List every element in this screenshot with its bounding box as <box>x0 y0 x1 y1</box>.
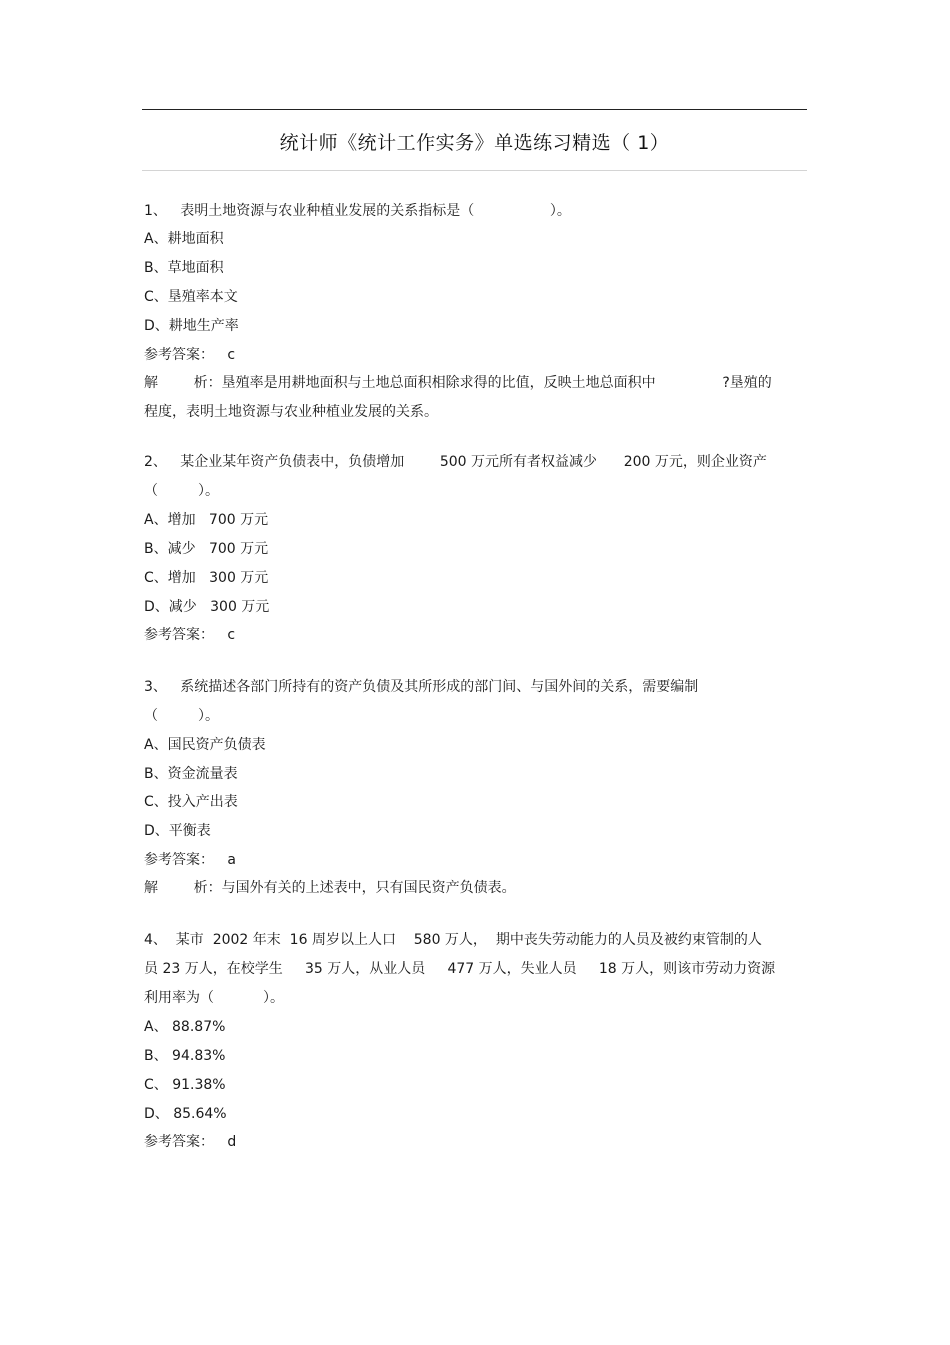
question-3-analysis: 解 析：与国外有关的上述表中，只有国民资产负债表。 <box>144 880 516 896</box>
question-1-option-d: D、耕地生产率 <box>144 318 239 334</box>
question-3-stem-line-2: （ ）。 <box>144 708 220 724</box>
question-3-option-c: C、投入产出表 <box>144 794 238 810</box>
question-4-stem-line-2: 员 23 万人，在校学生 35 万人，从业人员 477 万人，失业人员 18 万人，则该市劳动力资源 <box>144 961 776 977</box>
question-2-option-d: D、减少 300 万元 <box>144 599 270 615</box>
title-underline <box>142 170 807 171</box>
question-1-analysis-line-1: 解 析：垦殖率是用耕地面积与土地总面积相除求得的比值，反映土地总面积中 ?垦殖的 <box>144 375 772 391</box>
top-rule <box>142 109 807 110</box>
page-title: 统计师《统计工作实务》单选练习精选（ 1） <box>279 132 670 154</box>
question-3-stem-line-1: 3、 系统描述各部门所持有的资产负债及其所形成的部门间、与国外间的关系，需要编制 <box>144 679 699 695</box>
question-1-stem: 1、 表明土地资源与农业种植业发展的关系指标是（ ）。 <box>144 203 571 219</box>
question-2-stem-line-1: 2、 某企业某年资产负债表中，负债增加 500 万元所有者权益减少 200 万元，则企业资产 <box>144 454 767 470</box>
question-3-option-a: A、国民资产负债表 <box>144 737 266 753</box>
question-2-option-b: B、减少 700 万元 <box>144 541 269 557</box>
question-3-option-d: D、平衡表 <box>144 823 211 839</box>
question-2-option-c: C、增加 300 万元 <box>144 570 269 586</box>
question-4-option-a: A、 88.87% <box>144 1019 226 1035</box>
question-4-option-c: C、 91.38% <box>144 1077 226 1093</box>
question-1-answer: 参考答案： c <box>144 347 236 363</box>
question-3-option-b: B、资金流量表 <box>144 766 238 782</box>
question-4-stem-line-1: 4、 某市 2002 年末 16 周岁以上人口 580 万人， 期中丧失劳动能力的人员及被约束管制的人 <box>144 932 762 948</box>
question-3-answer: 参考答案： a <box>144 852 236 868</box>
question-2-option-a: A、增加 700 万元 <box>144 512 269 528</box>
question-4-option-d: D、 85.64% <box>144 1106 227 1122</box>
question-1-option-a: A、耕地面积 <box>144 231 224 247</box>
question-1-option-b: B、草地面积 <box>144 260 224 276</box>
question-1-analysis-line-2: 程度，表明土地资源与农业种植业发展的关系。 <box>144 404 438 420</box>
question-4-stem-line-3: 利用率为（ ）。 <box>144 990 284 1006</box>
question-2-answer: 参考答案： c <box>144 627 236 643</box>
question-4-answer: 参考答案： d <box>144 1134 237 1150</box>
question-1-option-c: C、垦殖率本文 <box>144 289 238 305</box>
question-4-option-b: B、 94.83% <box>144 1048 226 1064</box>
question-2-stem-line-2: （ ）。 <box>144 483 220 499</box>
